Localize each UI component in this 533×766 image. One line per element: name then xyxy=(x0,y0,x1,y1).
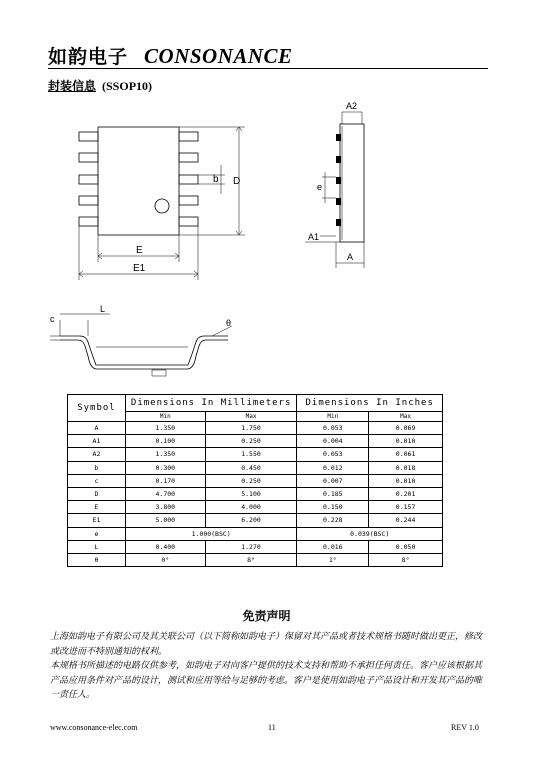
cell: 1.750 xyxy=(205,422,297,435)
cell: A xyxy=(68,422,126,435)
table-row xyxy=(68,474,443,487)
cell: 1.350 xyxy=(125,448,205,461)
mm-min-header: Min xyxy=(125,412,205,422)
cell: 1° xyxy=(297,553,369,566)
cell: 0.100 xyxy=(125,435,205,448)
company-name-cn: 如韵电子 xyxy=(48,46,129,68)
cell: 0.053 xyxy=(297,448,369,461)
company-name-en: CONSONANCE xyxy=(144,44,293,68)
disclaimer-text xyxy=(50,630,490,703)
cell: 0.061 xyxy=(369,448,443,461)
cell: 1.350 xyxy=(125,422,205,435)
cell: A1 xyxy=(68,435,126,448)
cell: θ xyxy=(68,553,126,566)
label-theta: θ xyxy=(226,318,232,328)
disclaimer-paragraph-2: 本规格书所描述的电路仅供参考，如韵电子对向客户提供的技术支持和帮助不承担任何责任。客户应该根据其产品应用条件对产品的设计，测试和应用等给与足够的考虑。客户是使用如韵电子产品设计和开发其产品的唯一责任人。 xyxy=(50,661,483,700)
cell: b xyxy=(68,461,126,474)
cell: 8° xyxy=(205,553,297,566)
cell: 0.244 xyxy=(369,514,443,527)
cell: 5.000 xyxy=(125,514,205,527)
label-E: E xyxy=(136,245,143,256)
cell: 0.185 xyxy=(297,487,369,500)
footer-revision: REV 1.0 xyxy=(451,723,479,732)
section-title-en: (SSOP10) xyxy=(102,79,153,93)
table-row xyxy=(68,540,443,553)
footer-website: www.consonance-elec.com xyxy=(50,723,138,732)
label-e: e xyxy=(317,182,323,192)
cell: 0.150 xyxy=(297,501,369,514)
mm-max-header: Max xyxy=(205,412,297,422)
cell: E1 xyxy=(68,514,126,527)
cell: 0.012 xyxy=(297,461,369,474)
label-E1: E1 xyxy=(133,263,146,274)
cell: 0.157 xyxy=(369,501,443,514)
cell: 0.050 xyxy=(369,540,443,553)
table-row xyxy=(68,448,443,461)
cell: 6.200 xyxy=(205,514,297,527)
cell: 0.018 xyxy=(369,461,443,474)
top-view-drawing xyxy=(79,127,245,280)
cell: 0.053 xyxy=(297,422,369,435)
cell: 0.250 xyxy=(205,435,297,448)
cell: 0.170 xyxy=(125,474,205,487)
cell: D xyxy=(68,487,126,500)
label-D: D xyxy=(233,176,241,187)
table-row xyxy=(68,514,443,527)
cell: 0.069 xyxy=(369,422,443,435)
cell: 4.000 xyxy=(205,501,297,514)
cell: 1.270 xyxy=(205,540,297,553)
cell: 0.039(BSC) xyxy=(297,527,443,540)
footer-page-number: 11 xyxy=(268,723,276,732)
section-title-cn: 封装信息 xyxy=(48,79,97,93)
label-A: A xyxy=(347,252,354,262)
mm-header: Dimensions In Millimeters xyxy=(125,395,296,412)
cell: 0.400 xyxy=(125,540,205,553)
cell: c xyxy=(68,474,126,487)
label-L: L xyxy=(100,304,106,314)
cell: 3.800 xyxy=(125,501,205,514)
left-pins xyxy=(79,132,98,226)
cell: 0.450 xyxy=(205,461,297,474)
cell: 5.100 xyxy=(205,487,297,500)
cell: 8° xyxy=(369,553,443,566)
end-view-drawing xyxy=(50,304,232,376)
cell: L xyxy=(68,540,126,553)
dimension-table xyxy=(67,394,443,567)
cell: 0.250 xyxy=(205,474,297,487)
cell: 0.010 xyxy=(369,435,443,448)
cell: 4.700 xyxy=(125,487,205,500)
table-row xyxy=(68,553,443,566)
table-row xyxy=(68,527,443,540)
label-c: c xyxy=(50,314,55,324)
cell: E xyxy=(68,501,126,514)
right-pins xyxy=(179,132,198,226)
table-row xyxy=(68,435,443,448)
cell: 0° xyxy=(125,553,205,566)
table-row xyxy=(68,501,443,514)
label-b: b xyxy=(213,174,219,185)
pin1-marker xyxy=(155,199,169,213)
cell: 0.228 xyxy=(297,514,369,527)
cell: 1.550 xyxy=(205,448,297,461)
symbol-header: Symbol xyxy=(68,395,126,422)
disclaimer-paragraph-1: 上海如韵电子有限公司及其关联公司（以下简称如韵电子）保留对其产品或者技术规格书随时做出更正，修改或改进而不特别通知的权利。 xyxy=(50,632,483,657)
cell: 1.000(BSC) xyxy=(125,527,296,540)
cell: 0.004 xyxy=(297,435,369,448)
inch-header: Dimensions In Inches xyxy=(297,395,443,412)
cell: 0.007 xyxy=(297,474,369,487)
table-row xyxy=(68,487,443,500)
table-row xyxy=(68,422,443,435)
disclaimer-title: 免责声明 xyxy=(242,609,291,623)
in-max-header: Max xyxy=(369,412,443,422)
label-A1: A1 xyxy=(308,232,320,242)
in-min-header: Min xyxy=(297,412,369,422)
cell: 0.201 xyxy=(369,487,443,500)
cell: 0.010 xyxy=(369,474,443,487)
cell: 0.300 xyxy=(125,461,205,474)
cell: A2 xyxy=(68,448,126,461)
label-A2: A2 xyxy=(346,101,358,111)
table-row xyxy=(68,461,443,474)
side-view-drawing xyxy=(305,101,364,268)
cell: e xyxy=(68,527,126,540)
cell: 0.016 xyxy=(297,540,369,553)
